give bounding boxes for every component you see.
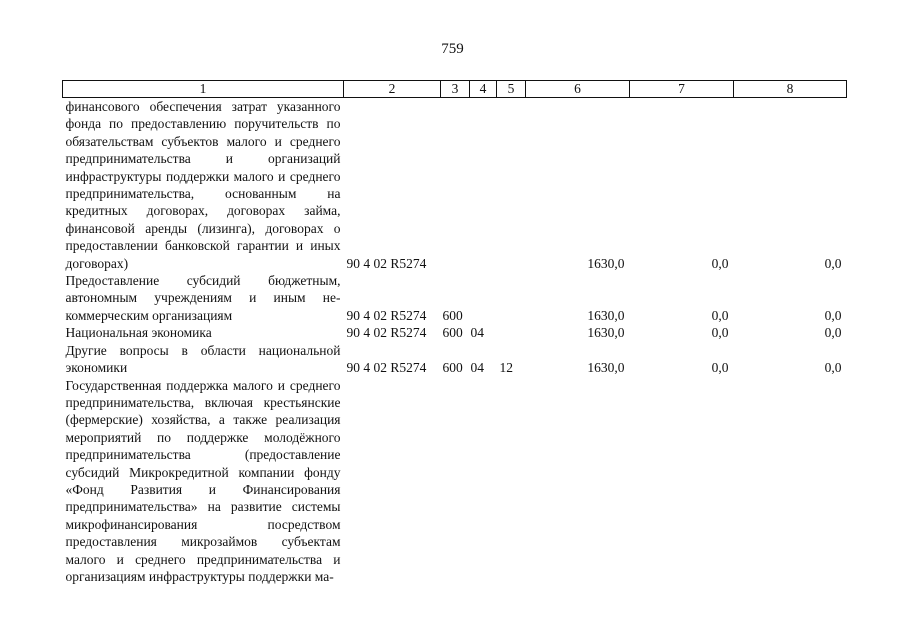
row-amount-8 [734, 377, 847, 586]
column-header-6: 6 [526, 81, 630, 98]
column-header-8: 8 [734, 81, 847, 98]
header-row [63, 81, 847, 98]
table-row [63, 342, 847, 377]
row-expense-type: 600 [442, 360, 463, 376]
row-expense-type: 600 [442, 307, 463, 323]
row-subsection: 12 [499, 360, 513, 376]
row-amount-8: 0,0 [824, 360, 842, 376]
row-name: Национальная экономика [65, 325, 212, 341]
row-name: Государственная поддержка малого и среднего предпринимательства, включая крестьянские (фермерские) хозяйства, а также реализация мероприятий по поддержке молодёжного предпринимательства (предоставление субсидий Микрокредитной компании фонду «Фонд Развития и Финансирования предпринимательства» на развитие системы микрофинансирования посредством предоставления микрозаймов субъектам малого и среднего предпринимательства и организациям инфраструктуры поддержки ма- [65, 377, 341, 584]
row-target-code: 90 4 02 R5274 [346, 255, 427, 271]
row-subsection [497, 324, 526, 341]
row-target-code [344, 377, 441, 586]
row-amount-8: 0,0 [824, 255, 842, 271]
column-header-3: 3 [441, 81, 470, 98]
row-amount-8: 0,0 [824, 325, 842, 341]
table-row [63, 377, 847, 586]
table-body [63, 98, 847, 586]
row-amount-7: 0,0 [711, 307, 729, 323]
row-amount-6: 1630,0 [587, 360, 625, 376]
row-section [470, 98, 497, 273]
row-section [470, 272, 497, 324]
column-header-5: 5 [497, 81, 526, 98]
row-amount-7: 0,0 [711, 255, 729, 271]
row-section [470, 377, 497, 586]
row-name: финансового обеспечения затрат указанного фонда по предоставлению поручительств по обязательствам субъектов малого и среднего предпринимательства и организаций инфраструктуры поддержки малого и среднего предпринимательства, основанным на кредитных договорах, договорах займа, финансовой аренды (лизинга), договорах о предоставлении банковской гарантии и иных договорах) [65, 99, 341, 271]
row-name: Предоставление субсидий бюджетным, автономным учреждениям и иным некоммерческим организациям [65, 273, 341, 323]
table-header [63, 81, 847, 98]
table-row [63, 272, 847, 324]
row-expense-type [441, 377, 470, 586]
row-name: Другие вопросы в области национальной экономики [65, 342, 341, 376]
row-amount-6: 1630,0 [587, 255, 625, 271]
column-header-2: 2 [344, 81, 441, 98]
row-amount-8: 0,0 [824, 307, 842, 323]
row-amount-6: 1630,0 [587, 307, 625, 323]
row-expense-type [441, 98, 470, 273]
row-subsection [497, 377, 526, 586]
table-row [63, 324, 847, 341]
budget-table [62, 80, 847, 585]
page-number: 759 [441, 41, 464, 57]
column-header-4: 4 [470, 81, 497, 98]
row-target-code: 90 4 02 R5274 [346, 307, 427, 323]
column-header-7: 7 [630, 81, 734, 98]
row-target-code: 90 4 02 R5274 [346, 325, 427, 341]
row-amount-6 [526, 377, 630, 586]
row-amount-7: 0,0 [711, 325, 729, 341]
row-expense-type: 600 [442, 325, 463, 341]
row-amount-7: 0,0 [711, 360, 729, 376]
row-subsection [497, 98, 526, 273]
table-row [63, 98, 847, 273]
row-section: 04 [470, 325, 484, 341]
row-section: 04 [470, 360, 484, 376]
row-subsection [497, 272, 526, 324]
column-header-1: 1 [63, 81, 344, 98]
row-target-code: 90 4 02 R5274 [346, 360, 427, 376]
row-amount-6: 1630,0 [587, 325, 625, 341]
row-amount-7 [630, 377, 734, 586]
